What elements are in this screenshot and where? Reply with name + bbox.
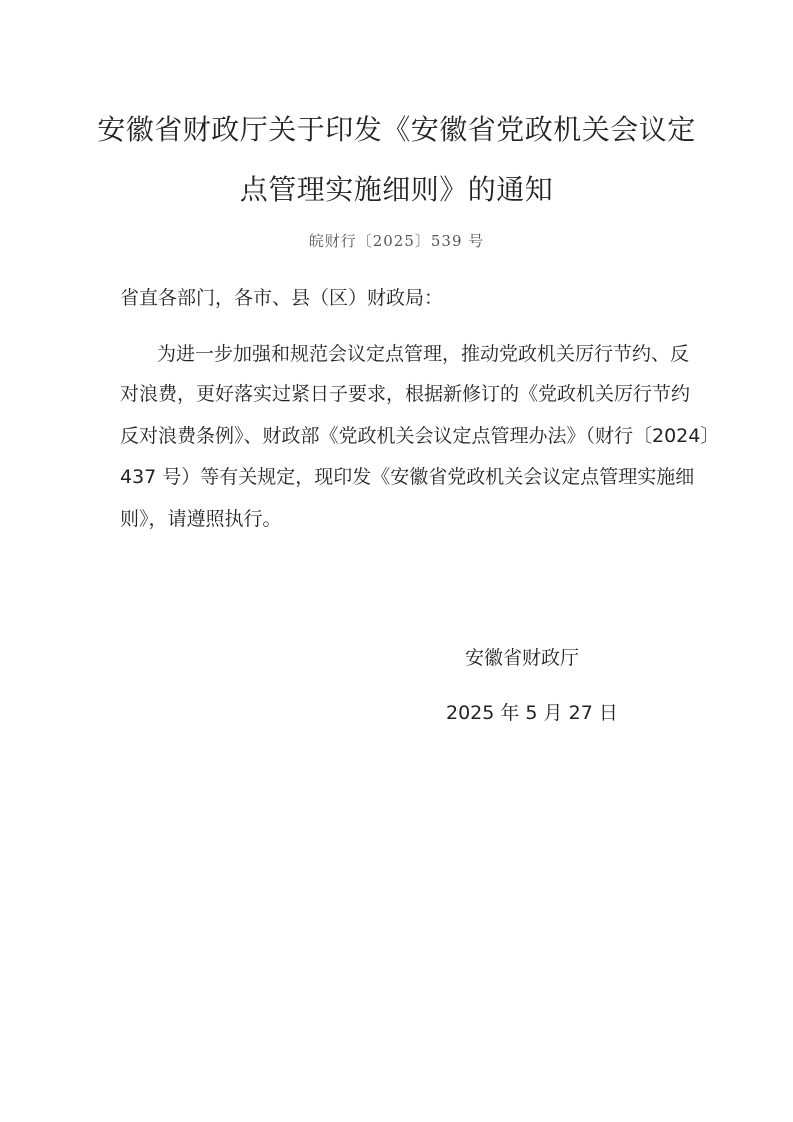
body-text-line: 则》，请遵照执行。 [120,508,282,530]
body-text-line: 反对浪费条例》、财政部《党政机关会议定点管理办法》（财行〔2024〕 [120,425,720,447]
body-text-line: 为进一步加强和规范会议定点管理，推动党政机关厉行节约、反 [157,343,690,365]
document-number: 皖财行〔2025〕539 号 [308,232,485,250]
addressee: 省直各部门，各市、县（区）财政局： [120,287,444,309]
issuing-authority: 安徽省财政厅 [465,647,580,669]
document-title-line-2: 点管理实施细则》的通知 [239,173,554,206]
document-title-line-1: 安徽省财政厅关于印发《安徽省党政机关会议定 [97,113,696,146]
body-text-line: 对浪费，更好落实过紧日子要求，根据新修订的《党政机关厉行节约 [120,383,691,405]
issue-date: 2025 年 5 月 27 日 [446,702,618,724]
body-text-line: 437 号）等有关规定，现印发《安徽省党政机关会议定点管理实施细 [120,466,695,488]
